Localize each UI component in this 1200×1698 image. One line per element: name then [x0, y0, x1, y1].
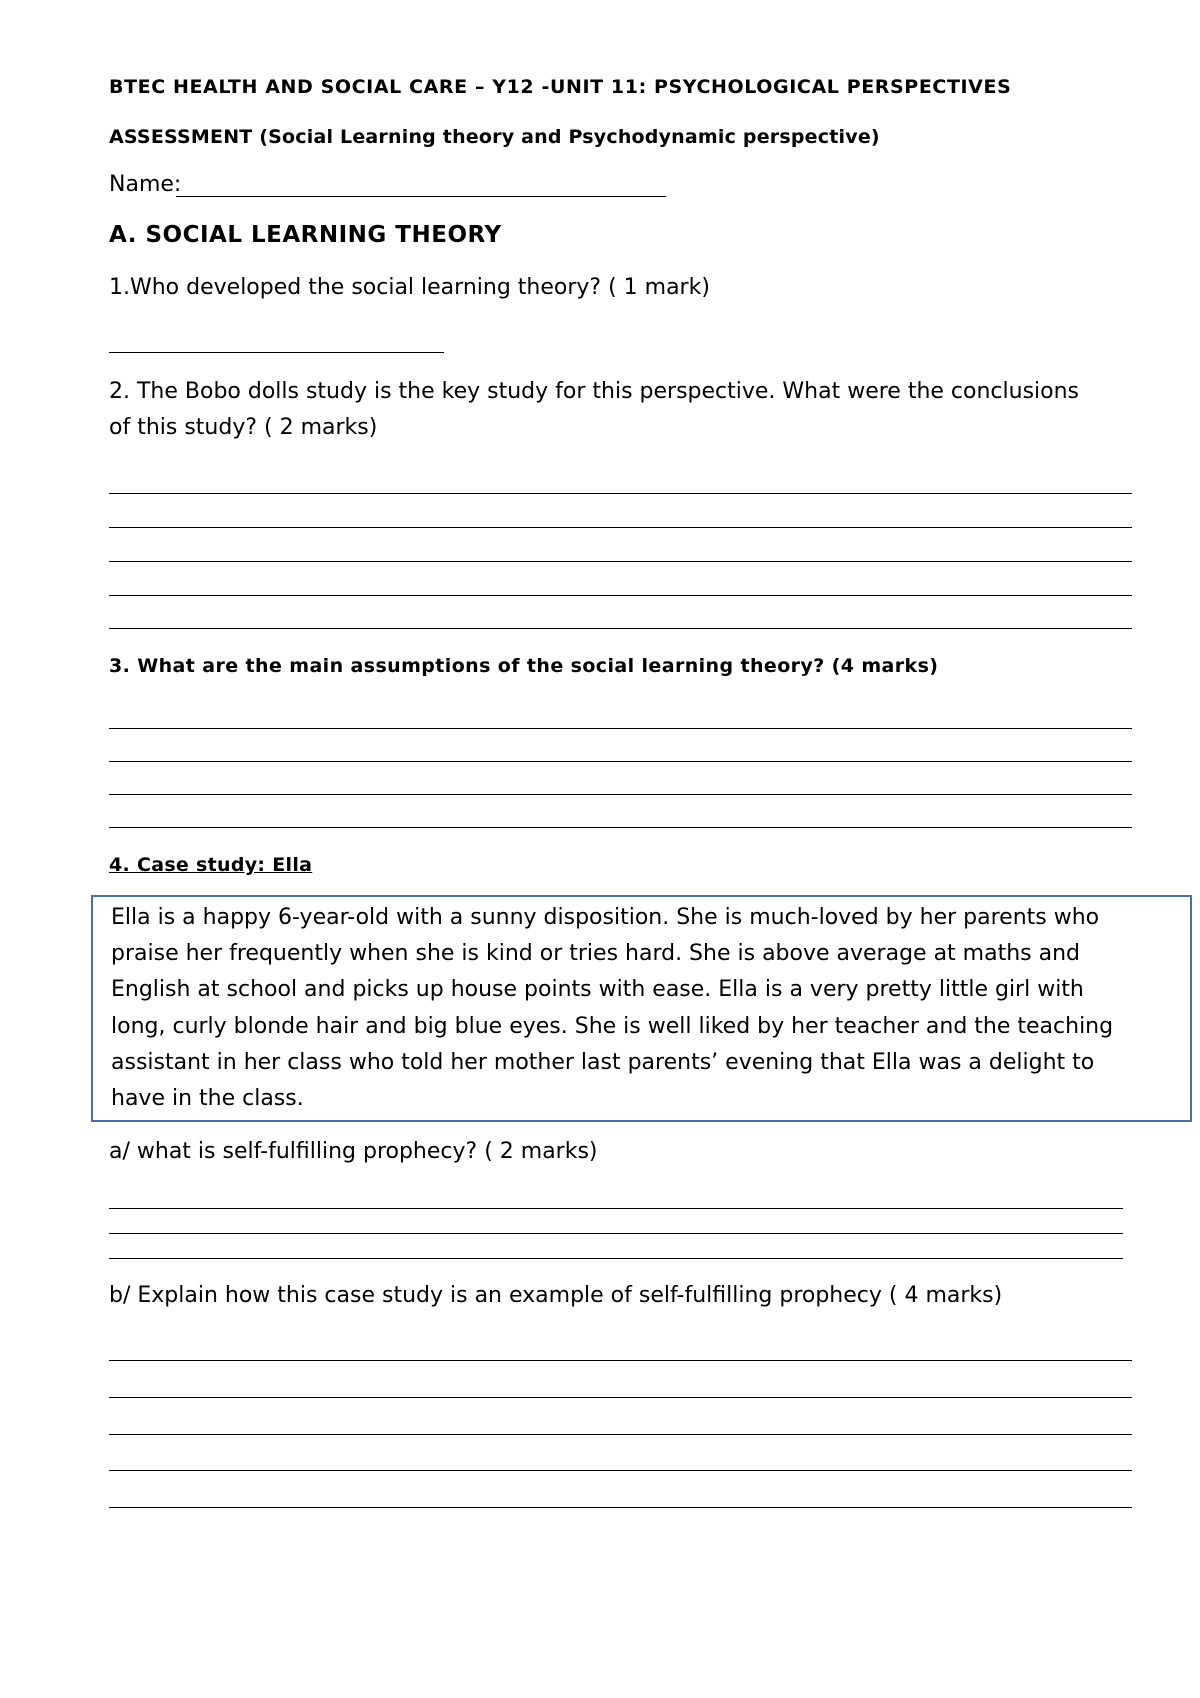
answer-line-q3[interactable]: [109, 794, 1132, 795]
document-subtitle: ASSESSMENT (Social Learning theory and Psychodynamic perspective): [109, 126, 880, 148]
answer-line-q2[interactable]: [109, 493, 1132, 494]
question-4b: b/ Explain how this case study is an example of self-fulfilling prophecy ( 4 marks): [109, 1283, 1003, 1308]
answer-line-q3[interactable]: [109, 761, 1132, 762]
answer-line-q4b[interactable]: [109, 1397, 1132, 1398]
case-study-line: English at school and picks up house points with ease. Ella is a very pretty little girl with: [111, 977, 1084, 1002]
case-study-box: [91, 895, 1192, 1122]
answer-line-q4a[interactable]: [109, 1258, 1123, 1259]
case-study-heading: 4. Case study: Ella: [109, 854, 313, 876]
case-study-line: have in the class.: [111, 1086, 304, 1111]
answer-line-q3[interactable]: [109, 728, 1132, 729]
answer-line-q4a[interactable]: [109, 1233, 1123, 1234]
answer-line-q4b[interactable]: [109, 1507, 1132, 1508]
answer-line-q2[interactable]: [109, 595, 1132, 596]
case-study-line: assistant in her class who told her mother last parents’ evening that Ella was a delight to: [111, 1050, 1095, 1075]
case-study-line: Ella is a happy 6-year-old with a sunny disposition. She is much-loved by her parents who: [111, 905, 1100, 930]
name-label: Name:: [109, 172, 182, 197]
question-4a: a/ what is self-fulfilling prophecy? ( 2 marks): [109, 1139, 598, 1164]
answer-line-q3[interactable]: [109, 827, 1132, 828]
answer-line-q2[interactable]: [109, 527, 1132, 528]
answer-line-q2[interactable]: [109, 628, 1132, 629]
section-heading: A. SOCIAL LEARNING THEORY: [109, 222, 502, 248]
answer-line-q1[interactable]: [109, 352, 444, 353]
answer-line-q4a[interactable]: [109, 1208, 1123, 1209]
question-2-line-2: of this study? ( 2 marks): [109, 415, 378, 440]
case-study-line: praise her frequently when she is kind or tries hard. She is above average at maths and: [111, 941, 1080, 966]
name-answer-field[interactable]: [176, 168, 666, 197]
case-study-line: long, curly blonde hair and big blue eyes. She is well liked by her teacher and the teaching: [111, 1014, 1114, 1039]
question-3: 3. What are the main assumptions of the social learning theory? (4 marks): [109, 655, 939, 677]
question-1: 1.Who developed the social learning theory? ( 1 mark): [109, 275, 710, 300]
answer-line-q2[interactable]: [109, 561, 1132, 562]
question-2-line-1: 2. The Bobo dolls study is the key study for this perspective. What were the conclusions: [109, 379, 1080, 404]
answer-line-q4b[interactable]: [109, 1470, 1132, 1471]
answer-line-q4b[interactable]: [109, 1434, 1132, 1435]
document-title: BTEC HEALTH AND SOCIAL CARE – Y12 -UNIT 11: PSYCHOLOGICAL PERSPECTIVES: [109, 76, 1012, 98]
answer-line-q4b[interactable]: [109, 1360, 1132, 1361]
